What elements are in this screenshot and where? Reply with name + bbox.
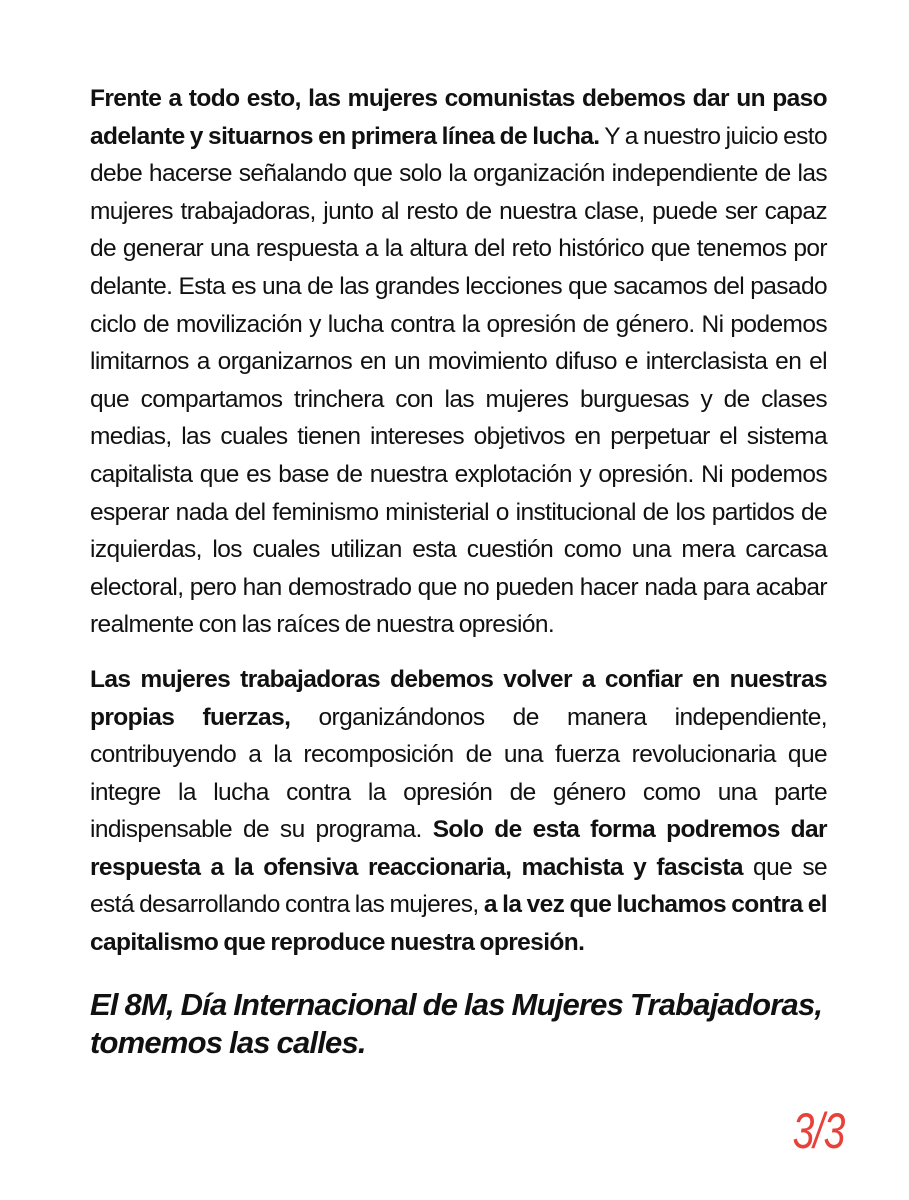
paragraph-2 <box>90 661 827 962</box>
paragraph-1-body: Y a nuestro juicio esto debe hacerse señalando que solo la organización independiente de las mujeres trabajadoras, junto al resto de nuestra clase, puede ser capaz de generar una respuesta a la altura del reto histórico que tenemos por delante. Esta es una de las grandes lecciones que sacamos del pasado ciclo de movilización y lucha contra la opresión de género. Ni podemos limitarnos a organizarnos en un movimiento difuso e interclasista en el que compartamos trinchera con las mujeres burguesas y de clases medias, las cuales tienen intereses objetivos en perpetuar el sistema capitalista que es base de nuestra explotación y opresión. Ni podemos esperar nada del feminismo ministerial o institucional de los partidos de izquierdas, los cuales utilizan esta cuestión como una mera carcasa electoral, pero han demostrado que no pueden hacer nada para acabar realmente con las raíces de nuestra opresión. <box>90 122 828 639</box>
paragraph-2-bold-lead: Las mujeres trabajadoras debemos volver a confiar en nuestras propias fuerzas, <box>90 665 827 731</box>
paragraph-1 <box>90 80 827 644</box>
paragraph-2-bold-middle: Solo de esta forma podremos dar respuesta a la ofensiva reaccionaria, machista y fascista <box>90 816 827 881</box>
paragraph-2-bold-end: a la vez que luchamos contra el capitalismo que reproduce nuestra opresión. <box>90 891 827 957</box>
page-number: 3/3 <box>793 1103 845 1159</box>
closing-slogan: El 8M, Día Internacional de las Mujeres Trabajadoras, tomemos las calles. <box>90 986 823 1060</box>
paragraph-2-body-2: que se está desarrollando contra las mujeres, <box>90 853 828 919</box>
document-page <box>90 80 827 1062</box>
paragraph-2-body-1: organizándonos de manera independiente, contribuyendo a la recomposición de una fuerza revolucionaria que integre la lucha contra la opresión de género como una parte indispensable de su programa. <box>90 703 827 844</box>
paragraph-1-bold-lead: Frente a todo esto, las mujeres comunistas debemos dar un paso adelante y situarnos en primera línea de lucha. <box>90 85 827 150</box>
